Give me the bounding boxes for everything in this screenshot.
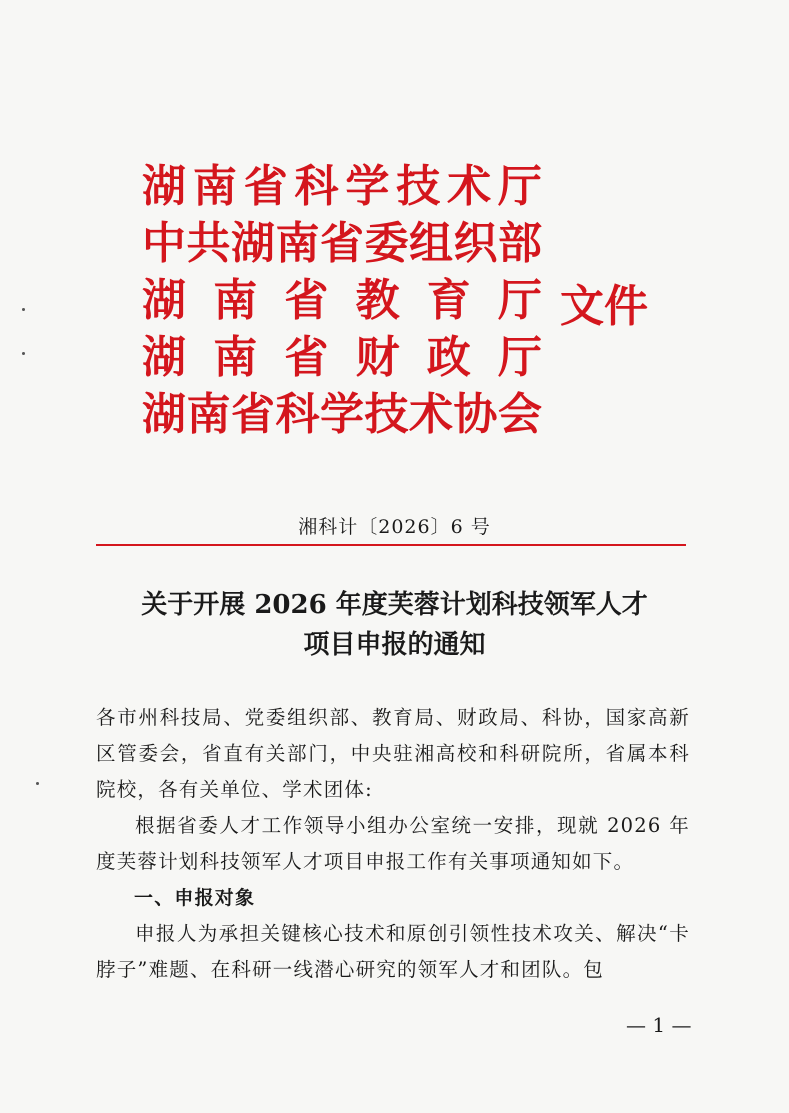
document-body [96,700,690,988]
issuer-char: 组 [409,218,453,269]
issuer-char: 部 [498,218,542,269]
issuer-char: 省 [284,332,329,383]
issuer-letterhead [142,158,542,443]
issuer-char: 厅 [497,332,542,383]
issuer-char: 会 [498,389,542,440]
document-title [60,585,729,665]
issuer-char: 技 [364,389,409,440]
scan-speck [22,352,25,355]
issuer-char: 湖 [231,218,275,269]
issuer-char: 厅 [497,161,542,212]
issuer-char: 财 [355,332,400,383]
issuer-char: 湖 [142,275,186,326]
issuer-char: 教 [355,275,400,326]
scan-speck [36,782,39,785]
issuer-line [142,329,542,386]
title-line-1: 关于开展 2026 年度芙蓉计划科技领军人才 [141,590,648,620]
issuer-char: 协 [453,389,498,440]
issuer-char: 南 [213,332,258,383]
document-suffix: 文件 [560,281,648,332]
issuer-char: 湖 [142,332,186,383]
issuer-char: 南 [275,218,320,269]
issuer-char: 厅 [497,275,542,326]
recipients-paragraph: 各市州科技局、党委组织部、教育局、财政局、科协，国家高新区管委会，省直有关部门，中央驻湘高校和科研院所，省属本科院校，各有关单位、学术团体: [96,706,690,801]
issuer-char: 省 [243,161,288,212]
issuer-char: 省 [231,389,275,440]
issuer-char: 术 [447,161,492,212]
issuer-char: 科 [275,389,320,440]
issuer-char: 湖 [142,161,186,212]
issuer-char: 南 [213,275,258,326]
page-number: — 1 — [626,1013,692,1037]
issuer-char: 共 [186,218,231,269]
issuer-line [142,215,542,272]
scan-speck [22,308,25,311]
intro-paragraph: 根据省委人才工作领导小组办公室统一安排，现就 2026 年度芙蓉计划科技领军人才项目申报工作有关事项通知如下。 [96,814,690,873]
issuer-char: 学 [345,161,390,212]
issuer-line [142,386,542,443]
issuer-char: 术 [409,389,453,440]
issuer-char: 育 [426,275,471,326]
issuer-char: 政 [426,332,471,383]
issuer-line [142,158,542,215]
issuer-char: 湖 [142,389,186,440]
issuer-char: 织 [453,218,498,269]
issuer-char: 中 [142,218,186,269]
issuer-char: 委 [364,218,409,269]
issuer-line [142,272,542,329]
issuer-char: 技 [396,161,441,212]
issuer-char: 省 [320,218,364,269]
issuer-char: 南 [192,161,237,212]
issuer-char: 学 [320,389,364,440]
section-paragraph: 申报人为承担关键核心技术和原创引领性技术攻关、解决“卡脖子”难题、在科研一线潜心研究的领军人才和团队。包 [96,922,690,981]
issuer-char: 科 [294,161,339,212]
section-heading: 一、申报对象 [134,887,256,909]
issuer-char: 南 [186,389,231,440]
title-line-2: 项目申报的通知 [303,630,486,660]
issuer-char: 省 [284,275,329,326]
document-number: 湘科计〔2026〕6 号 [298,516,491,538]
red-divider [96,544,686,546]
